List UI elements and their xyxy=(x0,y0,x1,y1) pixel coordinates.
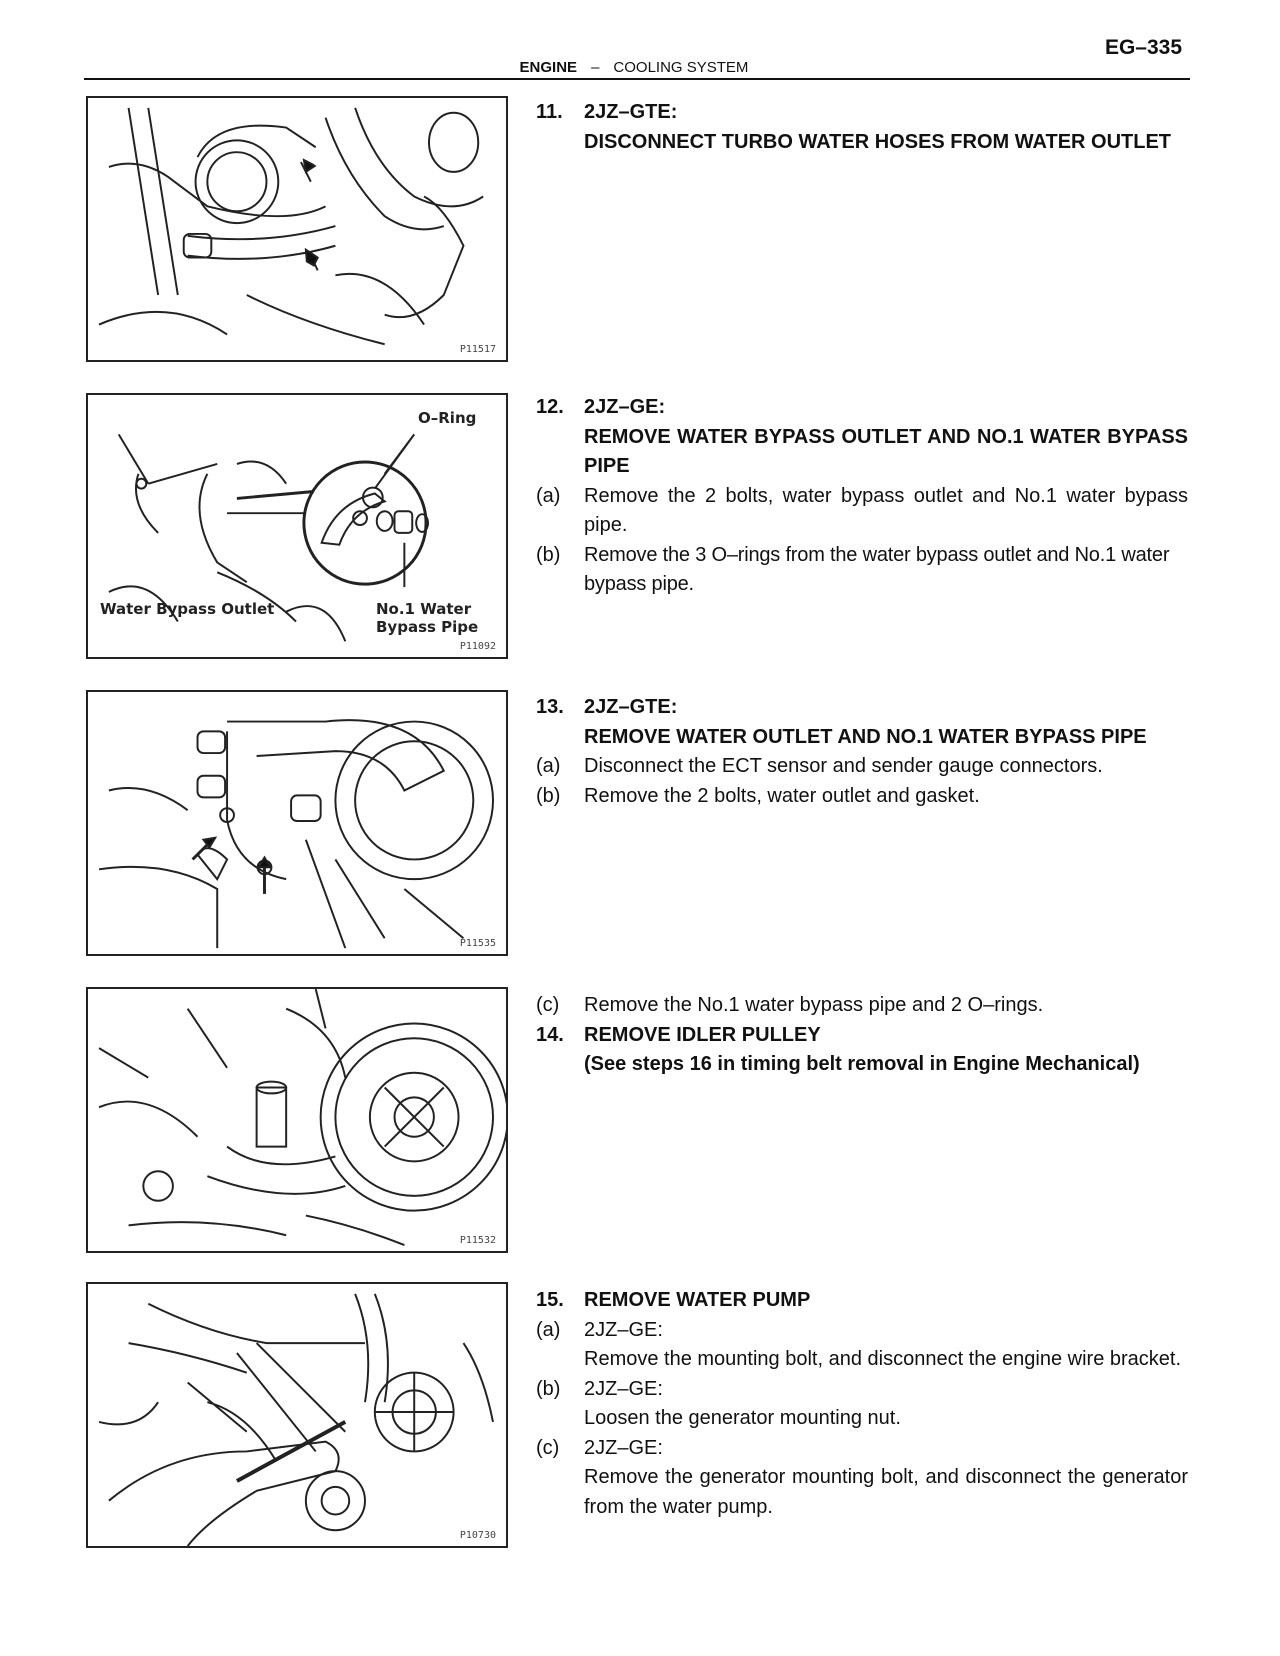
step-title: REMOVE WATER BYPASS OUTLET AND NO.1 WATER BYPASS PIPE xyxy=(584,425,1188,477)
figure-code: P10730 xyxy=(459,1530,496,1541)
step-heading: 2JZ–GTE: xyxy=(584,101,678,123)
step-heading: 2JZ–GE: xyxy=(584,396,666,418)
water-outlet-drawing xyxy=(88,692,506,954)
water-pump-drawing xyxy=(88,1284,506,1546)
step-13c-and-14 xyxy=(536,991,1188,1080)
step-number: 12. xyxy=(536,396,564,418)
step-heading: REMOVE IDLER PULLEY xyxy=(584,1023,821,1046)
step-number: 14. xyxy=(536,1023,564,1046)
figure-turbo-water-hoses xyxy=(86,96,508,362)
step-11 xyxy=(536,98,1188,157)
figure-idler-pulley xyxy=(86,987,508,1253)
substep-text: Remove the generator mounting bolt, and disconnect the generator from the water pump. xyxy=(584,1466,1188,1518)
header-rule xyxy=(84,78,1190,80)
substep-head: 2JZ–GE: xyxy=(584,1318,663,1341)
substep-label: (c) xyxy=(536,994,560,1016)
step-13 xyxy=(536,693,1188,811)
header-section: ENGINE xyxy=(519,59,578,76)
substep-label: (b) xyxy=(536,1377,561,1400)
substep-head: 2JZ–GE: xyxy=(584,1377,663,1400)
figure-code: P11535 xyxy=(459,938,496,949)
substep-head: 2JZ–GE: xyxy=(584,1436,663,1459)
substep-label: (c) xyxy=(536,1436,560,1459)
figure-code: P11517 xyxy=(459,344,496,355)
substep-label: (a) xyxy=(536,755,561,777)
label-water-bypass-outlet: Water Bypass Outlet xyxy=(100,600,275,618)
substep-label: (a) xyxy=(536,1318,561,1341)
substep-label: (b) xyxy=(536,784,561,807)
substep-text: Remove the mounting bolt, and disconnect the engine wire bracket. xyxy=(584,1348,1182,1370)
header-subsection: COOLING SYSTEM xyxy=(613,59,749,76)
substep-text: Remove the 2 bolts, water outlet and gasket. xyxy=(584,784,980,807)
label-bypass-pipe-line2: Bypass Pipe xyxy=(376,618,479,636)
page-number: EG–335 xyxy=(1104,36,1182,59)
substep-text: Loosen the generator mounting nut. xyxy=(584,1407,901,1429)
label-o-ring: O–Ring xyxy=(418,409,477,427)
substep-text: Remove the 3 O–rings from the water bypass outlet and No.1 water bypass pipe. xyxy=(584,543,1170,595)
step-reference: (See steps 16 in timing belt removal in Engine Mechanical) xyxy=(584,1053,1140,1075)
step-title: DISCONNECT TURBO WATER HOSES FROM WATER OUTLET xyxy=(584,130,1172,153)
turbo-hoses-drawing xyxy=(88,98,506,360)
substep-text: Remove the 2 bolts, water bypass outlet and No.1 water bypass pipe. xyxy=(584,484,1188,536)
step-heading: REMOVE WATER PUMP xyxy=(584,1289,811,1311)
step-number: 15. xyxy=(536,1289,564,1311)
figure-water-pump xyxy=(86,1282,508,1548)
substep-text: Disconnect the ECT sensor and sender gauge connectors. xyxy=(584,755,1103,777)
step-12 xyxy=(536,393,1188,600)
idler-pulley-drawing xyxy=(88,989,506,1251)
running-header xyxy=(84,59,1184,76)
figure-code: P11532 xyxy=(459,1235,496,1246)
label-bypass-pipe-line1: No.1 Water xyxy=(376,600,472,618)
figure-water-bypass-outlet xyxy=(86,393,508,659)
step-heading: 2JZ–GTE: xyxy=(584,696,678,718)
substep-text: Remove the No.1 water bypass pipe and 2 O–rings. xyxy=(584,994,1044,1016)
step-title: REMOVE WATER OUTLET AND NO.1 WATER BYPASS PIPE xyxy=(584,725,1147,748)
header-separator: – xyxy=(591,59,600,76)
step-number: 11. xyxy=(536,101,563,123)
figure-code: P11092 xyxy=(459,641,496,652)
substep-label: (a) xyxy=(536,484,561,507)
step-15 xyxy=(536,1286,1188,1522)
step-number: 13. xyxy=(536,696,564,718)
substep-label: (b) xyxy=(536,543,561,566)
label-no1-water-bypass-pipe xyxy=(376,600,478,636)
figure-water-outlet xyxy=(86,690,508,956)
